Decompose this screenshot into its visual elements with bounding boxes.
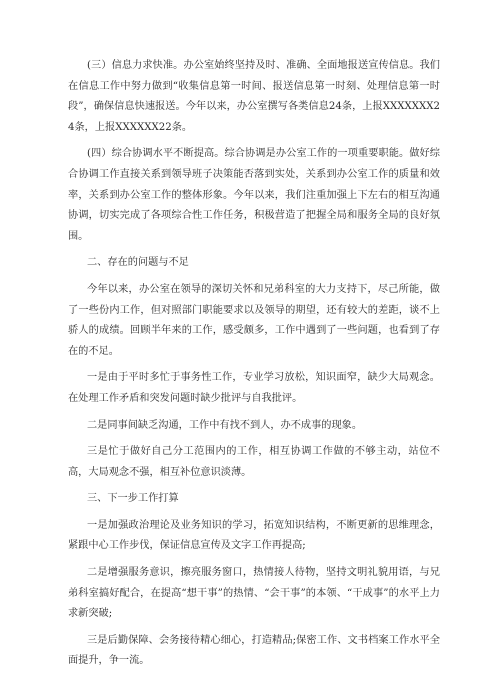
paragraph-problem-one: 一是由于平时多忙于事务性工作，专业学习放松，知识面窄，缺少大局观念。在处理工作矛盾和突发问题时缺少批评与自我批评。	[68, 372, 440, 404]
paragraph-information-reporting: (三）信息力求快准。办公室始终坚持及时、准确、全面地报送宣传信息。我们在信息工作中努力做到“收集信息第一时间、报送信息第一时刻、处理信息第一时段”，确保信息快速报送。今年以来，办公室撰写各类信息24条，上报XXXXXXX24条，上报XXXXXX22条。	[68, 60, 440, 133]
paragraph-problem-three: 三是忙于做好自己分工范围内的工作，相互协调工作做的不够主动，站位不高，大局观念不强，相互补位意识淡薄。	[68, 446, 440, 478]
paragraph-problems-intro: 今年以来，办公室在领导的深切关怀和兄弟科室的大力支持下，尽己所能，做了一些份内工作，但对照部门职能要求以及领导的期望，还有较大的差距，谈不上骄人的成绩。回顾半年来的工作，感受颇多，工作中遇到了一些问题，也看到了存在的不足。	[68, 283, 440, 357]
paragraph-problem-two: 二是同事间缺乏沟通，工作中有找不到人，办不成事的现象。	[87, 419, 363, 431]
paragraph-plan-three: 三是后勤保障、会务接待精心细心，打造精品;保密工作、文书档案工作水平全面提升，争一流。	[68, 634, 440, 667]
paragraph-coordination: (四）综合协调水平不断提高。综合协调是办公室工作的一项重要职能。做好综合协调工作直接关系到领导班子决策能否落到实处，关系到办公室工作的质量和效率，关系到办公室工作的整体形象。今年以来，我们注重加强上下左右的相互沟通协调，切实完成了各项综合性工作任务，积极营造了把握全局和服务全局的良好氛围。	[68, 148, 440, 242]
document-page	[68, 56, 440, 678]
paragraph-plan-two: 二是增强服务意识，擦亮服务窗口，热情接人待物，坚持文明礼貌用语，与兄弟科室搞好配合，在提高“想干事”的热情、“会干事”的本领、“干成事”的水平上力求新突破;	[68, 567, 440, 620]
section-heading-next-steps: 三、下一步工作打算	[87, 493, 179, 505]
section-heading-problems: 二、存在的问题与不足	[87, 257, 189, 269]
paragraph-plan-one: 一是加强政治理论及业务知识的学习，拓宽知识结构，不断更新的思维理念，紧跟中心工作步伐，保证信息宣传及文字工作再提高;	[68, 519, 440, 552]
